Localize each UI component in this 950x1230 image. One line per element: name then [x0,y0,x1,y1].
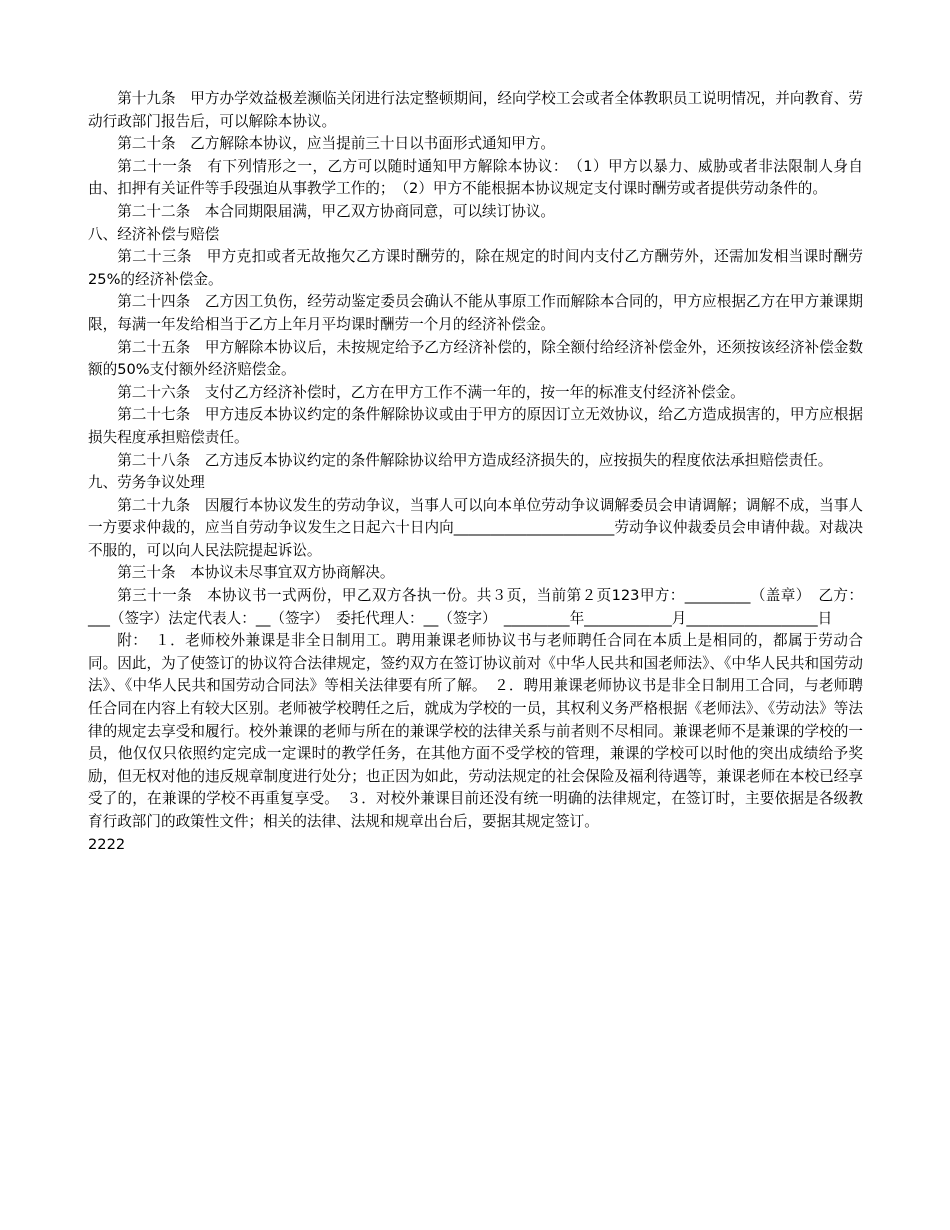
clause-26: 第二十六条 支付乙方经济补偿时，乙方在甲方工作不满一年的，按一年的标准支付经济补偿金。 [117,383,745,401]
appendix-notes: 附： １．老师校外兼课是非全日制用工。聘用兼课老师协议书与老师聘任合同在本质上是相同的，都属于劳动合同。因此，为了使签订的协议符合法律规定，签约双方在签订协议前对《中华人民共和国老师法》、《中华人民共和国劳动法》、《中华人民共和国劳动合同法》等相关法律要有所了解。 ２．聘用兼课老师协议书是非全日制用工合同，与老师聘任合同在内容上有较大区别。老师被学校聘任之后，就成为学校的一员，其权利义务严格根据《老师法》、《劳动法》等法律的规定去享受和履行。校外兼课的老师与所在的兼课学校的法律关系与前者则不尽相同。兼课老师不是兼课的学校的一员，他仅仅只依照约定完成一定课时的教学任务，在其他方面不受学校的管理，兼课的学校可以时他的突出成绩给予奖励，但无权对他的违反规章制度进行处分；也正因为如此，劳动法规定的社会保险及福利待遇等，兼课老师在本校已经享受了的，在兼课的学校不再重复享受。 ３．对校外兼课目前还没有统一明确的法律规定，在签订时，主要依据是各级教育行政部门的政策性文件；相关的法律、法规和规章出台后，要据其规定签订。 [88,632,863,830]
section-heading-dispute: 九、劳务争议处理 [88,474,205,492]
clause-25: 第二十五条 甲方解除本协议后，未按规定给予乙方经济补偿的，除全额付给经济补偿金外，还须按该经济补偿金数额的50%支付额外经济赔偿金。 [88,338,863,379]
clause-31-signature: 第三十一条 本协议书一式两份，甲乙双方各执一份。共３页，当前第２页123甲方：_________（盖章） 乙方：___（签字）法定代表人：__（签字） 委托代理人：__（签字） _________年____________月__________________日 [88,587,863,627]
clause-27: 第二十七条 甲方违反本协议约定的条件解除协议或由于甲方的原因订立无效协议，给乙方造成损害的，甲方应根据损失程度承担赔偿责任。 [88,406,863,446]
clause-22: 第二十二条 本合同期限届满，甲乙双方协商同意，可以续订协议。 [117,202,556,220]
page-footer-number: 2222 [88,835,126,853]
document-page [88,88,863,856]
clause-19: 第十九条 甲方办学效益极差濒临关闭进行法定整顿期间，经向学校工会或者全体教职员工说明情况，并向教育、劳动行政部门报告后，可以解除本协议。 [88,90,863,130]
section-heading-compensation: 八、经济补偿与赔偿 [88,225,220,243]
clause-29: 第二十九条 因履行本协议发生的劳动争议，当事人可以向本单位劳动争议调解委员会申请调解；调解不成，当事人一方要求仲裁的，应当自劳动争议发生之日起六十日内向______________________劳动争议仲裁委员会申请仲裁。对裁决不服的，可以向人民法院提起诉讼。 [88,496,863,559]
clause-23: 第二十三条 甲方克扣或者无故拖欠乙方课时酬劳的，除在规定的时间内支付乙方酬劳外，还需加发相当课时酬劳25%的经济补偿金。 [88,248,863,288]
clause-24: 第二十四条 乙方因工负伤，经劳动鉴定委员会确认不能从事原工作而解除本合同的，甲方应根据乙方在甲方兼课期限，每满一年发给相当于乙方上年月平均课时酬劳一个月的经济补偿金。 [88,293,863,333]
clause-30: 第三十条 本协议未尽事宜双方协商解决。 [117,564,395,582]
clause-28: 第二十八条 乙方违反本协议约定的条件解除协议给甲方造成经济损失的，应按损失的程度依法承担赔偿责任。 [117,451,833,469]
clause-21: 第二十一条 有下列情形之一，乙方可以随时通知甲方解除本协议： （1）甲方以暴力、威胁或者非法限制人身自由、扣押有关证件等手段强迫从事教学工作的； （2）甲方不能根据本协议规定支付课时酬劳或者提供劳动条件的。 [88,157,863,198]
clause-20: 第二十条 乙方解除本协议，应当提前三十日以书面形式通知甲方。 [117,135,556,153]
